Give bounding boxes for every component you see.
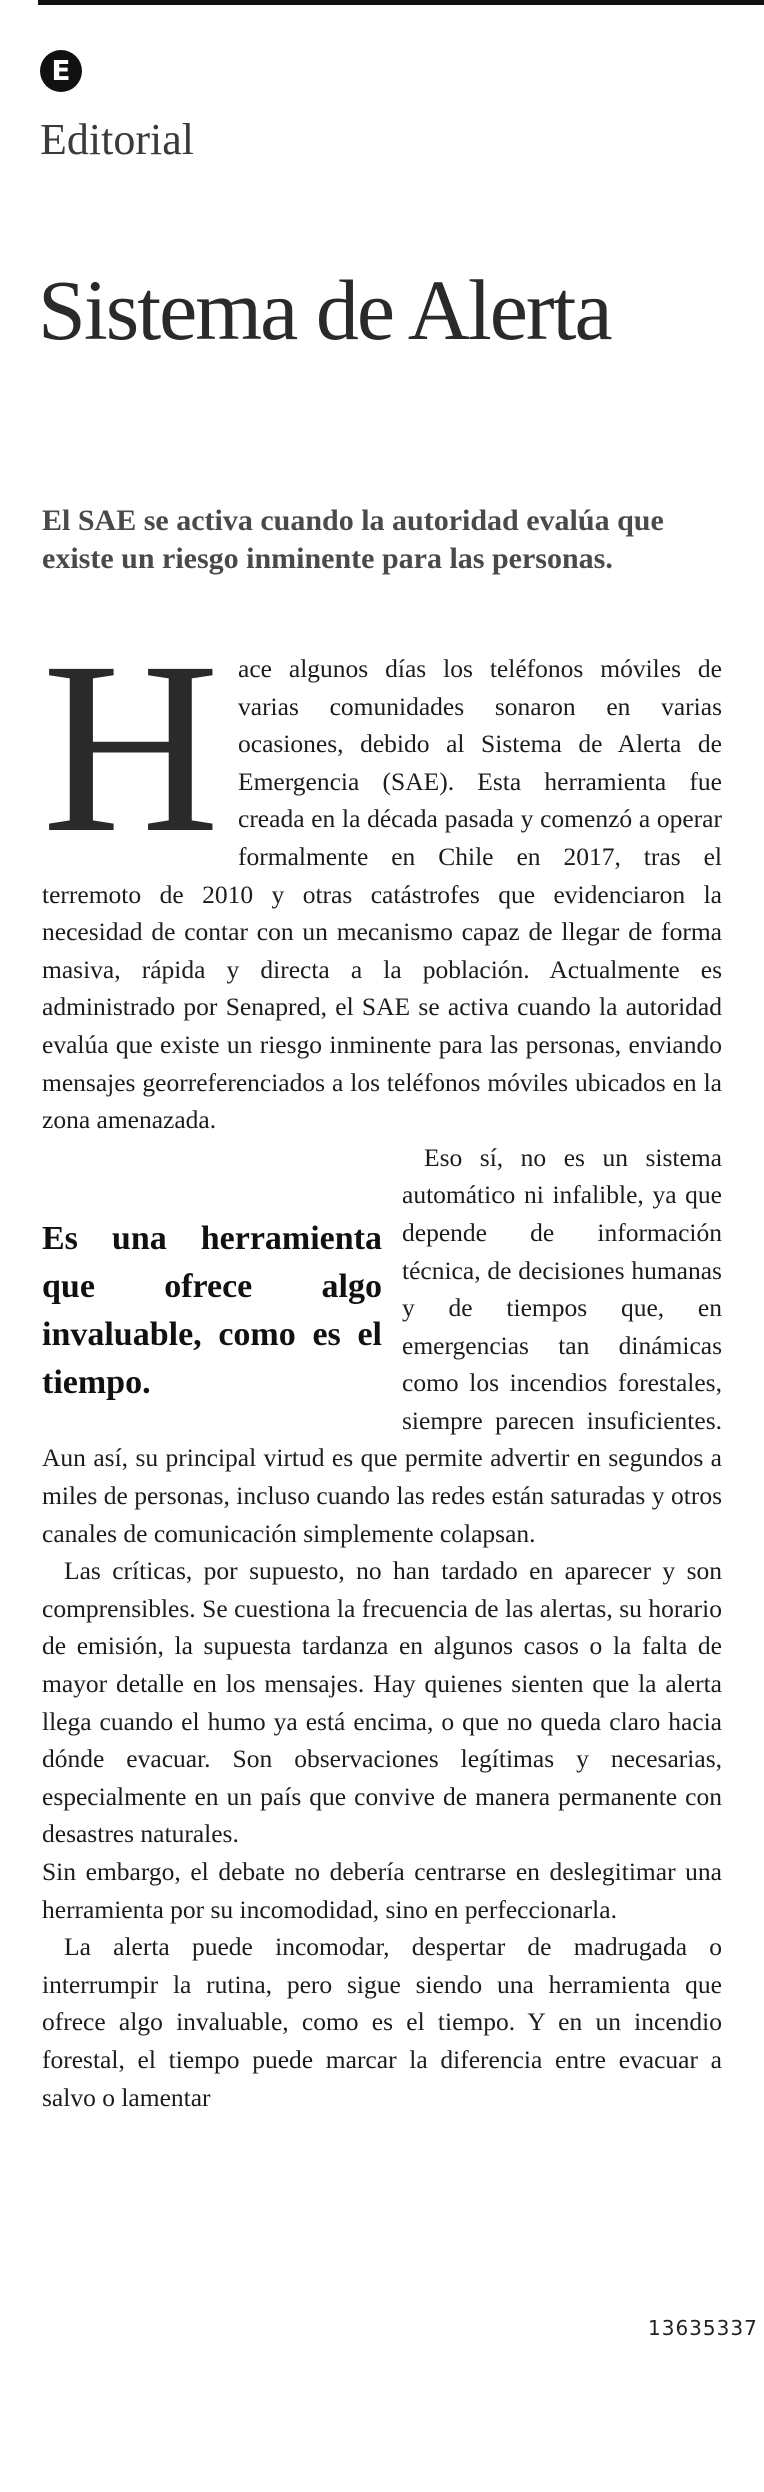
deck-subtitle: El SAE se activa cuando la autoridad evalúa que existe un riesgo inminente para las personas. [42, 504, 664, 575]
paragraph-3: Las críticas, por supuesto, no han tardado en aparecer y son comprensibles. Se cuestiona la frecuencia de las alertas, su horario de emisión, la supuesta tardanza en algunos casos o la falta de mayor detalle en los mensajes. Hay quienes sienten que la alerta llega cuando el humo ya está encima, o que no queda claro hacia dónde evacuar. Son observaciones legítimas y necesarias, especialmente en un país que convive de manera permanente con desastres naturales. [42, 1556, 722, 1849]
page-code: 13635337 [648, 2316, 758, 2340]
paragraph-5: La alerta puede incomodar, despertar de madrugada o interrumpir la rutina, pero sigue siendo una herramienta que ofrece algo invaluable, como es el tiempo. Y en un incendio forestal, el tiempo puede marcar la diferencia entre evacuar a salvo o lamentar [42, 1932, 722, 2112]
drop-cap: H [42, 612, 220, 884]
top-rule [38, 0, 764, 5]
section-label: Editorial [40, 115, 194, 164]
headline: Sistema de Alerta [38, 262, 611, 358]
paragraph-2-text: Eso sí, no es un sistema automático ni infalible, ya que depende de información técnica, de decisiones humanas y de tiempos que, en emergencias tan dinámicas como los incendios forestales, siempre parecen insuficientes. Aun así, su principal virtud es que permite advertir en segundos a miles de personas, incluso cuando las redes están saturadas y otros canales de comunicación simplemente colapsan. [42, 1142, 722, 1548]
article-body [42, 612, 722, 2116]
pull-quote: Es una herramienta que ofrece algo invaluable, como es el tiempo. [42, 1219, 382, 1401]
paragraph-1 [42, 612, 722, 1139]
paragraph-2 [42, 1139, 722, 1553]
paragraph-4: Sin embargo, el debate no debería centrarse en deslegitimar una herramienta por su incomodidad, sino en perfeccionarla. [42, 1857, 722, 1924]
editorial-badge-icon: E [40, 50, 82, 92]
paragraph-1-text: ace algunos días los teléfonos móviles de varias comunidades sonaron en varias ocasiones, debido al Sistema de Alerta de Emergencia (SAE). Esta herramienta fue creada en la década pasada y comenzó a operar formalmente en Chile en 2017, tras el terremoto de 2010 y otras catástrofes que evidenciaron la necesidad de contar con un mecanismo capaz de llegar de forma masiva, rápida y directa a la población. Actualmente es administrado por Senapred, el SAE se activa cuando la autoridad evalúa que existe un riesgo inminente para las personas, enviando mensajes georreferenciados a los teléfonos móviles ubicados en la zona amenazada. [42, 654, 722, 1135]
